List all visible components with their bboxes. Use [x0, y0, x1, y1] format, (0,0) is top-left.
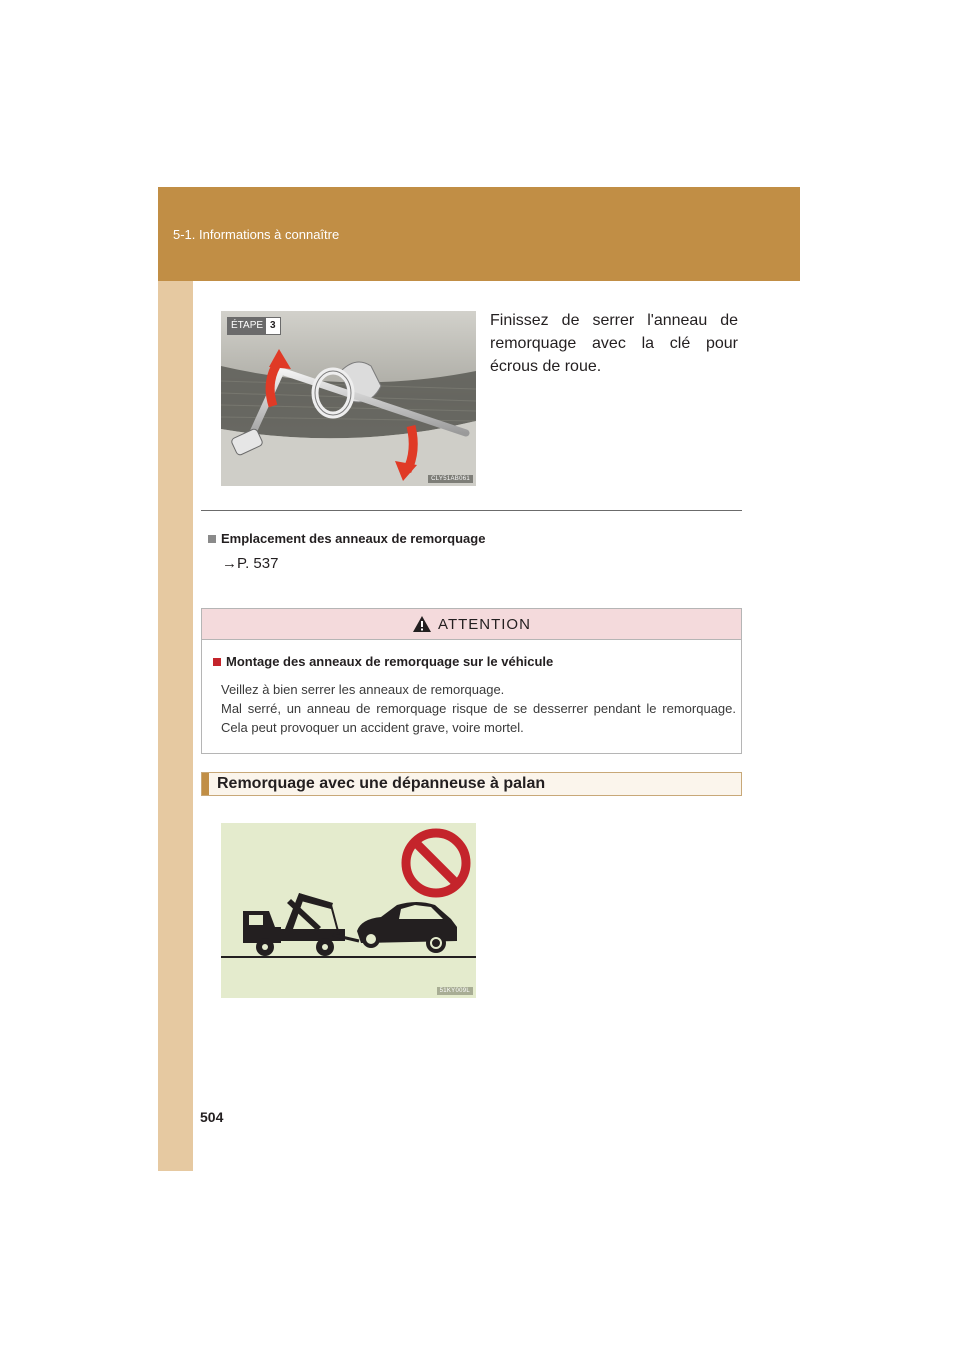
step-badge: ÉTAPE 3 [227, 317, 281, 335]
bullet-square-icon [213, 658, 221, 666]
bullet-square-icon [208, 535, 216, 543]
note-heading: Emplacement des anneaux de remorquage [208, 531, 485, 546]
divider [201, 510, 742, 511]
page-header [158, 187, 800, 281]
caution-header [202, 609, 741, 640]
section-label: 5-1. Informations à connaître [173, 227, 340, 242]
step-instruction: Finissez de serrer l'anneau de remorquage avec la clé pour écrous de roue. [490, 312, 738, 375]
page-number: 504 [200, 1109, 224, 1125]
section-title: Remorquage avec une dépanneuse à palan [217, 775, 546, 792]
tow-truck-figure [221, 823, 476, 998]
section-accent [202, 773, 209, 795]
page-reference: →P. 537 [222, 555, 279, 572]
lug-wrench-illustration [221, 311, 476, 486]
section-heading-bar [201, 772, 742, 796]
caution-line: Mal serré, un anneau de remorquage risque de se desserrer pendant le remorquage. Cela peut provoquer un accident grave, voire mortel. [221, 701, 736, 735]
warning-triangle-icon [412, 615, 432, 633]
caution-subheading: Montage des anneaux de remorquage sur le véhicule [213, 654, 553, 669]
caution-body [221, 680, 736, 737]
figure-code: CLY51AB061 [428, 475, 473, 483]
left-margin-band [158, 187, 193, 1171]
caution-title: ATTENTION [438, 615, 531, 633]
figure-code: 51KY009L [437, 987, 473, 995]
tow-truck-prohibited-illustration [221, 823, 476, 998]
lug-wrench-figure [221, 311, 476, 486]
caution-line: Veillez à bien serrer les anneaux de remorquage. [221, 682, 505, 697]
caution-box [201, 608, 742, 754]
